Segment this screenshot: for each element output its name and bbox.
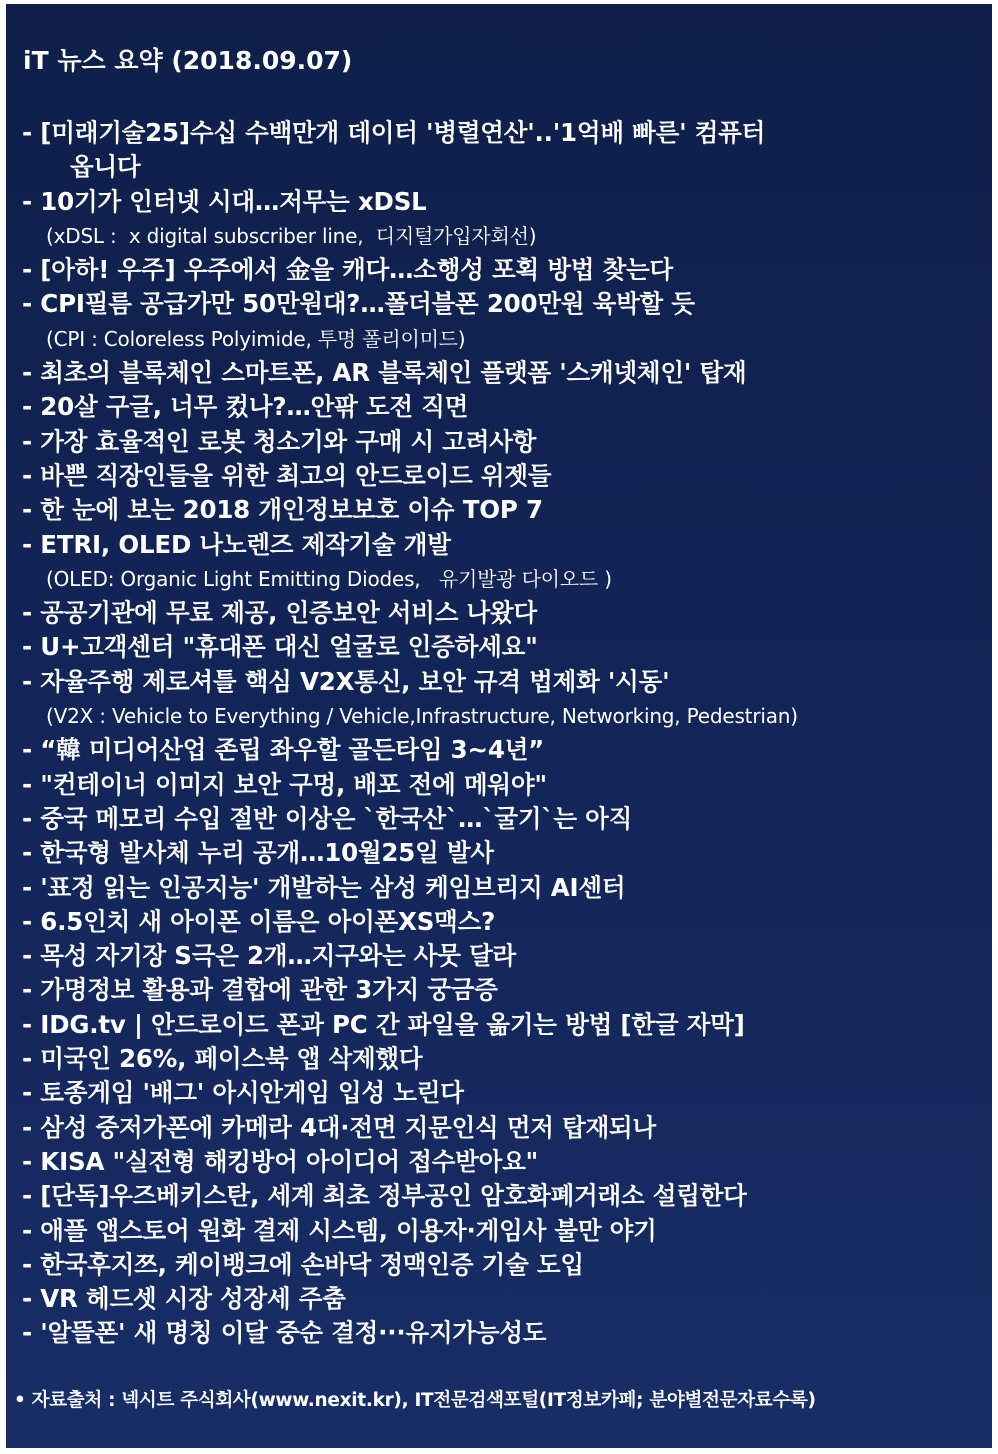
news-headline: - 토종게임 '배그' 아시안게임 입성 노린다 bbox=[22, 1078, 464, 1108]
news-item bbox=[22, 871, 982, 905]
page-title: iT 뉴스 요약 (2018.09.07) bbox=[23, 46, 353, 75]
news-item bbox=[22, 425, 982, 459]
news-headline: - [미래기술25]수십 수백만개 데이터 '병렬연산'..'1억배 빠른' 컴퓨터 bbox=[22, 118, 766, 147]
news-item bbox=[22, 973, 982, 1007]
news-headline: - IDG.tv | 안드로이드 폰과 PC 간 파일을 옮기는 방법 [한글 자막] bbox=[22, 1009, 745, 1039]
news-headline: - 가명정보 활용과 결합에 관한 3가지 궁금증 bbox=[22, 975, 498, 1005]
news-item bbox=[22, 1076, 982, 1110]
news-item bbox=[22, 287, 982, 356]
news-item bbox=[22, 1145, 982, 1179]
news-headline: - 자율주행 제로셔틀 핵심 V2X통신, 보안 규격 법제화 '시동' bbox=[22, 666, 670, 696]
news-headline: - 공공기관에 무료 제공, 인증보안 서비스 나왔다 bbox=[22, 598, 537, 628]
news-headline: - 최초의 블록체인 스마트폰, AR 블록체인 플랫폼 '스캐넷체인' 탑재 bbox=[22, 358, 747, 388]
news-item bbox=[22, 493, 982, 527]
news-item bbox=[22, 665, 982, 734]
news-headline: - 20살 구글, 너무 컸나?…안팎 도전 직면 bbox=[22, 392, 469, 422]
news-item bbox=[22, 1179, 982, 1213]
news-item bbox=[22, 596, 982, 630]
news-term-note: (CPI : Coloreless Polyimide, 투명 폴리이미드) bbox=[46, 326, 466, 351]
news-item bbox=[22, 1214, 982, 1248]
news-headline: - 가장 효율적인 로봇 청소기와 구매 시 고려사항 bbox=[22, 426, 537, 456]
news-term-note: (OLED: Organic Light Emitting Diodes, 유기발광 다이오드 ) bbox=[46, 566, 612, 591]
news-headline: - "컨테이너 이미지 보안 구멍, 배포 전에 메워야" bbox=[22, 769, 547, 799]
news-headline: - 한국형 발사체 누리 공개…10월25일 발사 bbox=[22, 838, 494, 868]
news-headline: - 중국 메모리 수입 절반 이상은 `한국산`…`굴기`는 아직 bbox=[22, 803, 633, 833]
news-term-note: (V2X : Vehicle to Everything / Vehicle,Infrastructure, Networking, Pedestrian) bbox=[46, 704, 798, 729]
news-headline-continued: 옵니다 bbox=[70, 152, 141, 182]
news-headline: - 목성 자기장 S극은 2개…지구와는 사뭇 달라 bbox=[22, 941, 517, 971]
news-headline: - '표정 읽는 인공지능' 개발하는 삼성 케임브리지 AI센터 bbox=[22, 872, 626, 902]
news-headline: - 애플 앱스토어 원화 결제 시스템, 이용자·게임사 불만 야기 bbox=[22, 1215, 657, 1245]
news-headline: - 미국인 26%, 페이스북 앱 삭제했다 bbox=[22, 1044, 423, 1074]
news-headline: - [아하! 우주] 우주에서 金을 캐다…소행성 포획 방법 찾는다 bbox=[22, 255, 673, 285]
news-item bbox=[22, 733, 982, 767]
news-headline: - [단독]우즈베키스탄, 세계 최초 정부공인 암호화폐거래소 설립한다 bbox=[22, 1181, 747, 1211]
news-headline: - 10기가 인터넷 시대…저무는 xDSL bbox=[22, 186, 427, 216]
news-summary-panel bbox=[6, 4, 992, 1448]
news-headline: - '알뜰폰' 새 명칭 이달 중순 결정···유지가능성도 bbox=[22, 1318, 547, 1348]
news-item bbox=[22, 390, 982, 424]
news-term-note: (xDSL : x digital subscriber line, 디지털가입자회선) bbox=[46, 223, 537, 248]
news-headline: - ETRI, OLED 나노렌즈 제작기술 개발 bbox=[22, 529, 451, 559]
news-item bbox=[22, 1042, 982, 1076]
source-note: • 자료출처 : 넥시트 주식회사(www.nexit.kr), IT전문검색포털(IT정보카페; 분야별전문자료수록) bbox=[14, 1390, 816, 1411]
news-item bbox=[22, 630, 982, 664]
news-headline: - 한 눈에 보는 2018 개인정보보호 이슈 TOP 7 bbox=[22, 495, 543, 525]
news-item bbox=[22, 768, 982, 802]
news-headline: - VR 헤드셋 시장 성장세 주춤 bbox=[22, 1284, 346, 1314]
news-list bbox=[22, 116, 982, 1351]
news-item bbox=[22, 116, 982, 185]
news-headline: - KISA "실전형 해킹방어 아이디어 접수받아요" bbox=[22, 1146, 539, 1176]
news-item bbox=[22, 836, 982, 870]
news-item bbox=[22, 1008, 982, 1042]
news-headline: - 삼성 중저가폰에 카메라 4대·전면 지문인식 먼저 탑재되나 bbox=[22, 1112, 656, 1142]
news-item bbox=[22, 253, 982, 287]
news-headline: - CPI필름 공급가만 50만원대?…폴더블폰 200만원 육박할 듯 bbox=[22, 289, 695, 319]
news-item bbox=[22, 939, 982, 973]
news-item bbox=[22, 185, 982, 254]
news-headline: - “韓 미디어산업 존립 좌우할 골든타임 3~4년” bbox=[22, 735, 545, 765]
news-item bbox=[22, 356, 982, 390]
news-item bbox=[22, 802, 982, 836]
news-item bbox=[22, 1248, 982, 1282]
news-headline: - U+고객센터 "휴대폰 대신 얼굴로 인증하세요" bbox=[22, 632, 538, 662]
news-item bbox=[22, 1316, 982, 1350]
news-headline: - 한국후지쯔, 케이뱅크에 손바닥 정맥인증 기술 도입 bbox=[22, 1249, 584, 1279]
news-item bbox=[22, 1111, 982, 1145]
news-headline: - 바쁜 직장인들을 위한 최고의 안드로이드 위젯들 bbox=[22, 460, 552, 490]
news-item bbox=[22, 905, 982, 939]
news-item bbox=[22, 1282, 982, 1316]
news-item bbox=[22, 459, 982, 493]
news-item bbox=[22, 528, 982, 597]
news-headline: - 6.5인치 새 아이폰 이름은 아이폰XS맥스? bbox=[22, 906, 496, 936]
